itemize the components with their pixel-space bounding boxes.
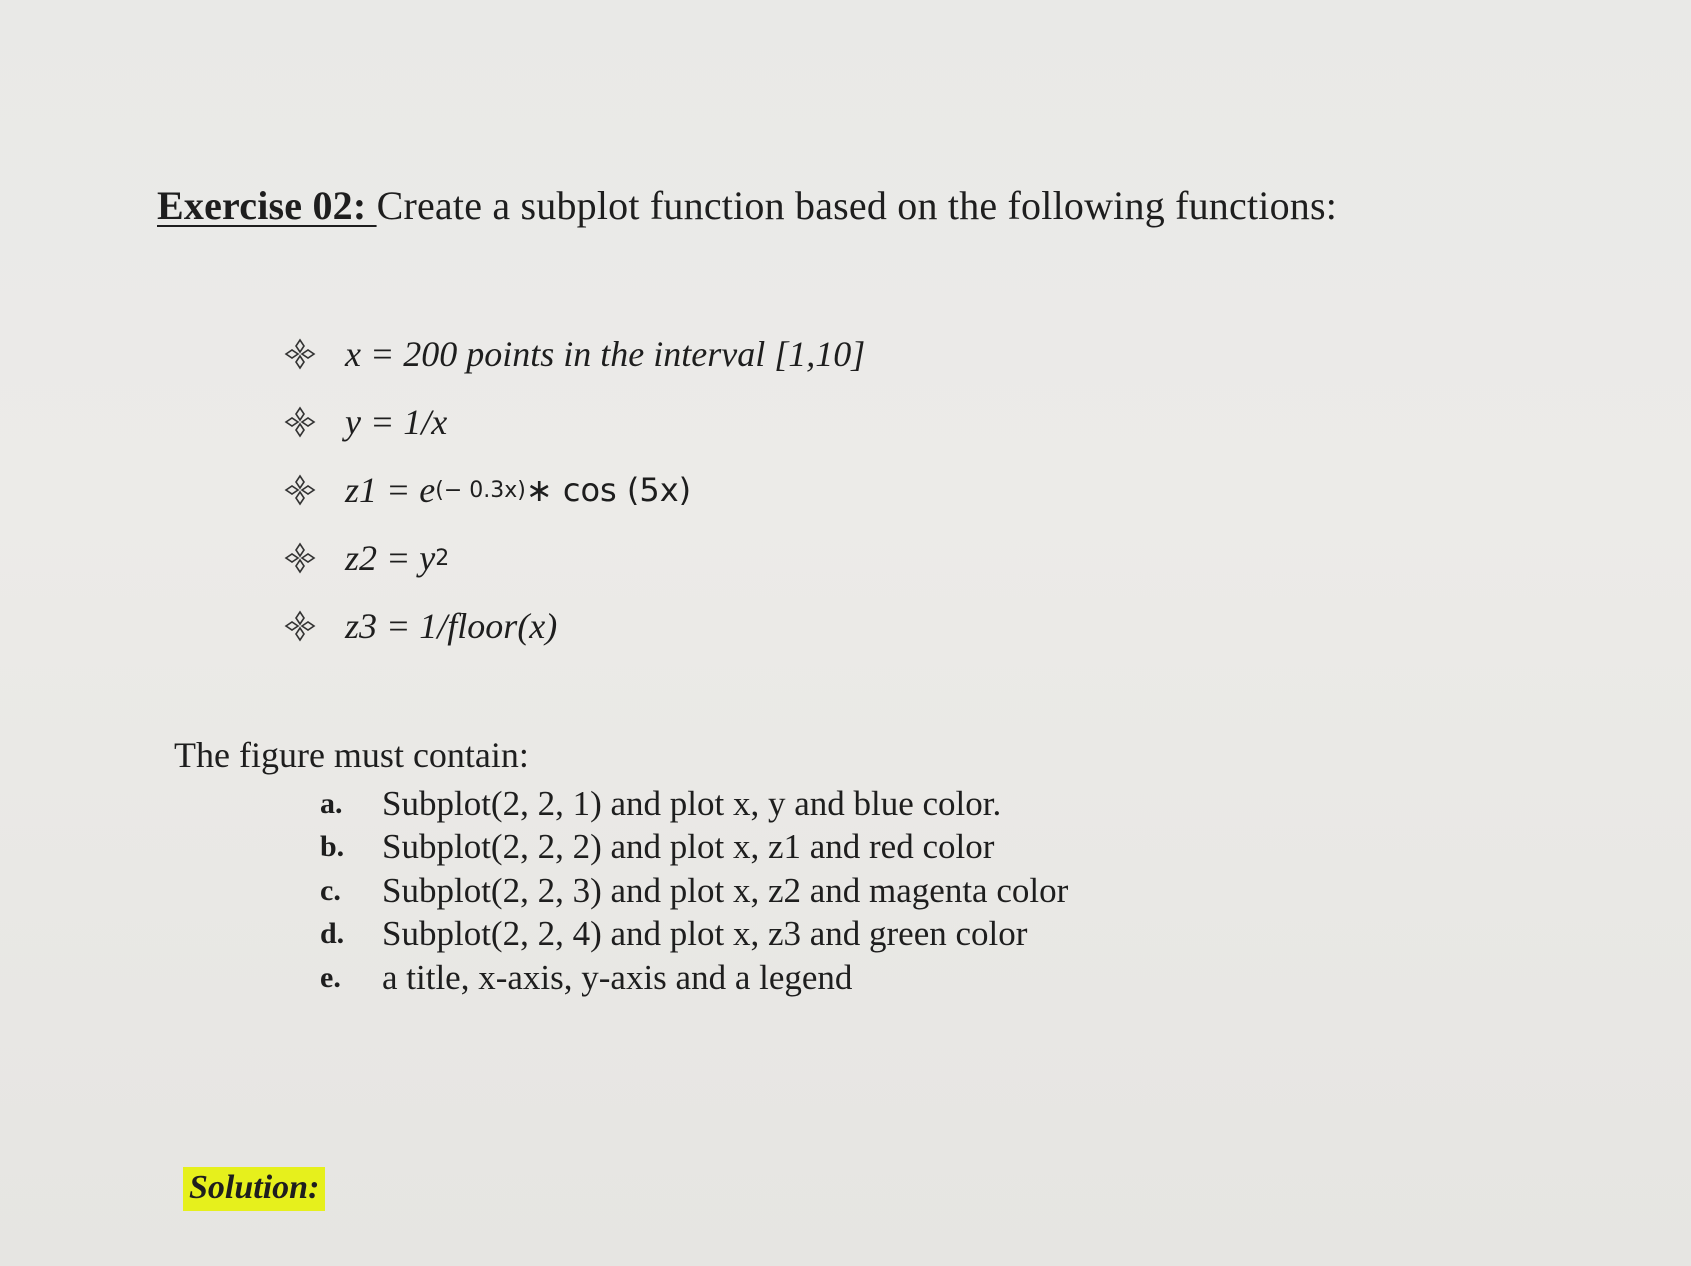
requirement-text: a title, x-axis, y-axis and a legend: [382, 957, 853, 997]
requirement-letter: e.: [320, 960, 341, 994]
function-item-x: [283, 320, 865, 388]
solution-label: Solution:: [183, 1167, 325, 1211]
function-item-z2: [283, 524, 865, 592]
function-item-z1: [283, 456, 865, 524]
requirement-letter: b.: [320, 830, 345, 864]
four-diamond-bullet-icon: [283, 473, 317, 507]
requirement-text: Subplot(2, 2, 4) and plot x, z3 and green color: [382, 914, 1028, 954]
exercise-heading: [157, 182, 1337, 229]
function-item-y: [283, 388, 865, 456]
four-diamond-bullet-icon: [283, 609, 317, 643]
function-text: z3 = 1/floor(x): [345, 606, 558, 646]
requirement-letter: c.: [320, 873, 341, 907]
requirement-list: [320, 782, 1068, 1000]
requirement-text: Subplot(2, 2, 1) and plot x, y and blue color.: [382, 783, 1002, 823]
function-text: x = 200 points in the interval [1,10]: [345, 334, 866, 374]
requirement-item: [320, 826, 1068, 870]
requirement-text: Subplot(2, 2, 3) and plot x, z2 and magenta color: [382, 870, 1069, 910]
four-diamond-bullet-icon: [283, 337, 317, 371]
requirement-text: Subplot(2, 2, 2) and plot x, z1 and red color: [382, 827, 995, 867]
requirement-letter: d.: [320, 917, 345, 951]
function-item-z3: [283, 592, 865, 660]
function-text: y = 1/x: [345, 402, 448, 442]
figure-intro: The figure must contain:: [174, 735, 529, 775]
requirement-letter: a.: [320, 786, 343, 820]
exercise-instruction: Create a subplot function based on the following functions:: [376, 183, 1338, 228]
function-list: [283, 320, 865, 660]
function-exponent: (− 0.3x): [435, 477, 526, 503]
function-lhs: z2 = y: [345, 538, 436, 578]
exercise-label: Exercise 02:: [157, 183, 377, 228]
requirement-item: [320, 869, 1068, 913]
function-exponent: 2: [435, 545, 450, 571]
four-diamond-bullet-icon: [283, 405, 317, 439]
function-rest: ∗ cos (5x): [525, 471, 692, 509]
requirement-item: [320, 956, 1068, 1000]
requirement-item: [320, 782, 1068, 826]
function-lhs: z1 = e: [345, 470, 436, 510]
requirement-item: [320, 913, 1068, 957]
four-diamond-bullet-icon: [283, 541, 317, 575]
